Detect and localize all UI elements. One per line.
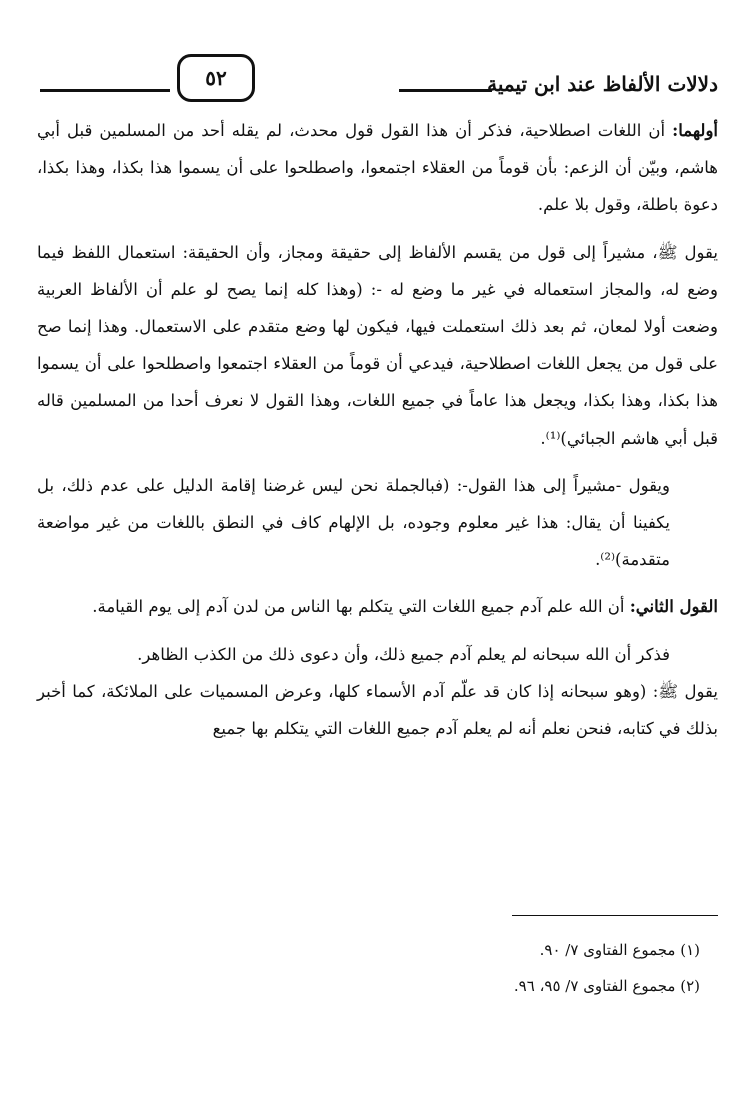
page-body (37, 112, 718, 747)
paragraph-text: ويقول -مشيراً إلى هذا القول-: (فبالجملة نحن ليس غرضنا إقامة الدليل على عدم ذلك، بل يكفينا أن يقال: هذا غير معلوم وجوده، بل الإلهام كاف في النطق باللغات من غير مواضعة متقدمة)⁽²⁾. (37, 475, 670, 570)
paragraph-text: أن اللغات اصطلاحية، فذكر أن هذا القول قول محدث، لم يقله أحد من المسلمين قبل أبي هاشم، وبيّن أن الزعم: بأن قوماً من العقلاء اجتمعوا، واصطلحوا على أن يسموا هذا بكذا، وهذا بكذا، دعوة باطلة، وقول بلا علم. (37, 121, 718, 215)
paragraph-text: يقول ﷺ، مشيراً إلى قول من يقسم الألفاظ إلى حقيقة ومجاز، وأن الحقيقة: استعمال اللفظ فيما وضع له، والمجاز استعماله في غير ما وضع له -: (وهذا كله إنما يصح لو علم أن الألفاظ العربية وضعت أولا لمعان، ثم بعد ذلك استعملت فيها، فيكون لها وضع متقدم على الاستعمال. وهذا إنما صح على قول من يجعل اللغات اصطلاحية، فيدعي أن قوماً من العقلاء اجتمعوا واصطلحوا على أن يسموا هذا بكذا، وهذا بكذا، ويجعل هذا عاماً في جميع اللغات، وهذا القول لا نعرف أحدا من المسلمين قاله قبل أبي هاشم الجبائي)⁽¹⁾. (37, 242, 718, 448)
book-title: دلالات الألفاظ عند ابن تيمية (487, 72, 718, 96)
paragraph-quote-1 (37, 234, 718, 457)
paragraph-lead: القول الثاني: (629, 597, 718, 617)
footnote-2: (٢) مجموع الفتاوى ٧/ ٩٥، ٩٦. (513, 977, 700, 995)
page-number: ٥٢ (177, 54, 255, 102)
paragraph-first-opinion (37, 112, 718, 224)
footnote-1: (١) مجموع الفتاوى ٧/ ٩٠. (539, 941, 700, 959)
paragraph-second-opinion (37, 588, 718, 625)
header-rule-left (40, 89, 170, 92)
paragraph-text: فذكر أن الله سبحانه لم يعلم آدم جميع ذلك، وأن دعوى ذلك من الكذب الظاهر. (137, 644, 670, 664)
paragraph-quote-2 (37, 467, 718, 579)
footnote-separator (512, 915, 718, 916)
paragraph-lead: أولهما: (672, 121, 718, 140)
paragraph-quote-3 (37, 673, 718, 747)
paragraph-text: يقول ﷺ: (وهو سبحانه إذا كان قد علّم آدم الأسماء كلها، وعرض المسميات على الملائكة، كما أخبر بذلك في كتابه، فنحن نعلم أنه لم يعلم آدم جميع اللغات التي يتكلم بها جميع (37, 681, 718, 739)
header-rule-right (399, 89, 492, 92)
page-header (40, 54, 718, 104)
footnotes (300, 932, 700, 1004)
paragraph-refutation (37, 636, 718, 673)
paragraph-text: أن الله علم آدم جميع اللغات التي يتكلم بها الناس من لدن آدم إلى يوم القيامة. (92, 597, 630, 617)
